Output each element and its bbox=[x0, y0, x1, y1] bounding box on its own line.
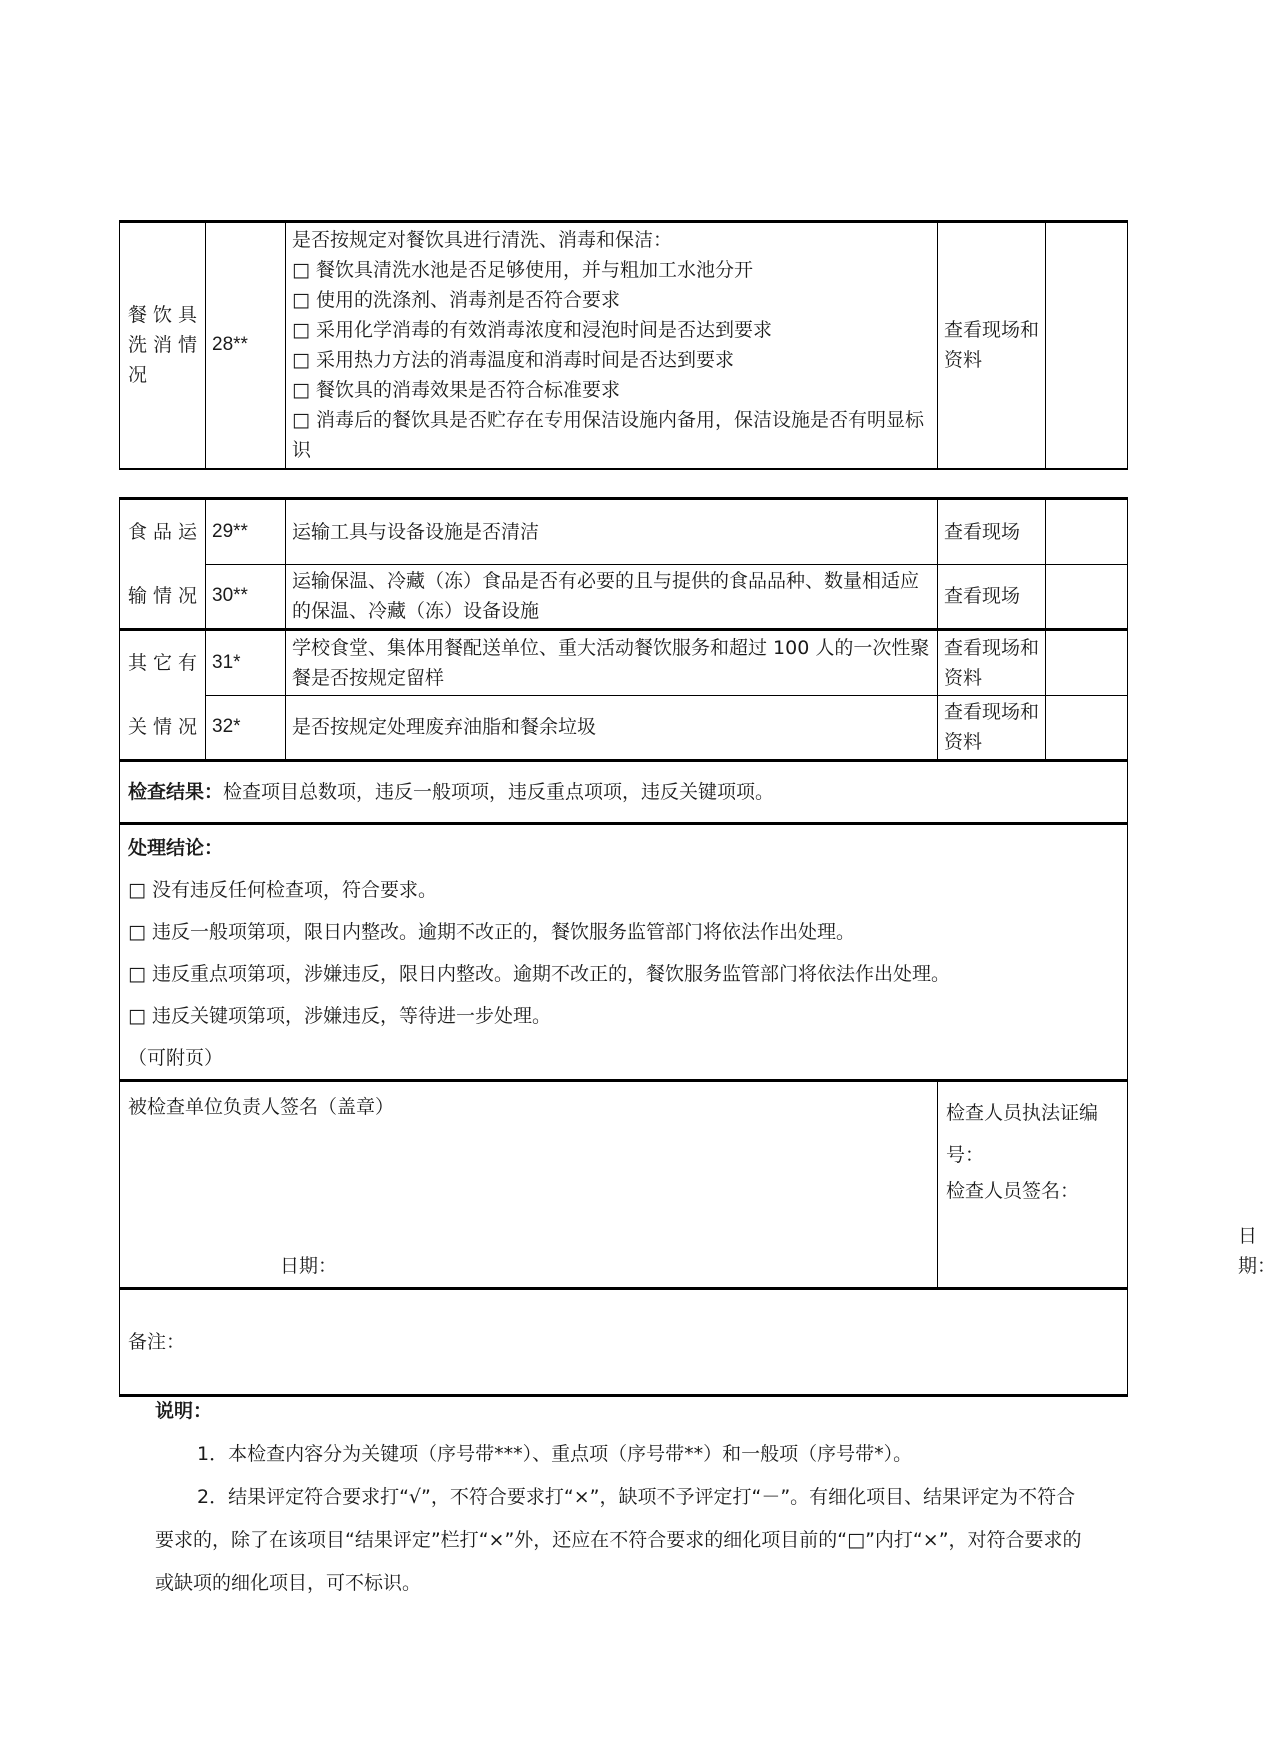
result-cell[interactable] bbox=[1046, 630, 1128, 696]
category-line: 洗消情 bbox=[128, 334, 197, 357]
checklist-item: □ 采用热力方法的消毒温度和消毒时间是否达到要求 bbox=[292, 349, 734, 372]
content-title: 是否按规定对餐饮具进行清洗、消毒和保洁： bbox=[292, 229, 673, 252]
remarks-label: 备注： bbox=[128, 1331, 186, 1353]
notes-line-2: 2．结果评定符合要求打“√”，不符合要求打“×”，缺项不予评定打“－”。有细化项目、结果评定为不符合要求的，除了在该项目“结果评定”栏打“×”外，还应在不符合要求的细化项目前的“□”内打“×”，对符合要求的或缺项的细化项目，可不标识。 bbox=[155, 1486, 1082, 1594]
category-other bbox=[120, 630, 206, 761]
inspection-table-main bbox=[119, 497, 1276, 1397]
item-number: 30** bbox=[206, 564, 286, 630]
item-content: 运输保温、冷藏（冻）食品是否有必要的且与提供的食品品种、数量相适应的保温、冷藏（冻）设备设施 bbox=[286, 564, 938, 630]
category-line: 其它有 bbox=[128, 652, 197, 674]
signature-right-date: 日期： bbox=[1238, 1225, 1276, 1277]
inspection-method: 查看现场 bbox=[938, 499, 1046, 565]
checklist-item: □ 餐饮具的消毒效果是否符合标准要求 bbox=[292, 379, 620, 402]
conclusion-option[interactable]: □ 违反一般项第项，限日内整改。逾期不改正的，餐饮服务监管部门将依法作出处理。 bbox=[128, 921, 855, 943]
item-number: 29** bbox=[206, 499, 286, 565]
result-cell[interactable] bbox=[1046, 222, 1128, 469]
category-tableware bbox=[120, 222, 206, 469]
item-number: 31* bbox=[206, 630, 286, 696]
conclusion-option[interactable]: □ 没有违反任何检查项，符合要求。 bbox=[128, 879, 437, 901]
inspection-method: 查看现场和资料 bbox=[938, 630, 1046, 696]
handling-conclusion bbox=[120, 824, 1128, 1081]
conclusion-option[interactable]: □ 违反重点项第项，涉嫌违反，限日内整改。逾期不改正的，餐饮服务监管部门将依法作出处理。 bbox=[128, 963, 950, 985]
notes bbox=[155, 1390, 1090, 1605]
result-cell[interactable] bbox=[1046, 695, 1128, 761]
signature-left-label: 被检查单位负责人签名（盖章） bbox=[128, 1096, 395, 1118]
attach-note: （可附页） bbox=[128, 1047, 224, 1069]
result-text: 检查项目总数项，违反一般项项，违反重点项项，违反关键项项。 bbox=[223, 781, 775, 803]
item-number: 28** bbox=[206, 222, 286, 469]
category-transport bbox=[120, 499, 206, 630]
checklist-item: □ 餐饮具清洗水池是否足够使用，并与粗加工水池分开 bbox=[292, 259, 753, 282]
inspection-result bbox=[120, 761, 1128, 824]
checklist-item: □ 采用化学消毒的有效消毒浓度和浸泡时间是否达到要求 bbox=[292, 319, 772, 342]
remarks[interactable] bbox=[120, 1289, 1128, 1396]
result-cell[interactable] bbox=[1046, 564, 1128, 630]
item-number: 32* bbox=[206, 695, 286, 761]
inspection-method: 查看现场和资料 bbox=[938, 695, 1046, 761]
category-line: 况 bbox=[128, 364, 148, 387]
item-content: 是否按规定处理废弃油脂和餐余垃圾 bbox=[286, 695, 938, 761]
checklist-item: □ 使用的洗涤剂、消毒剂是否符合要求 bbox=[292, 289, 620, 312]
category-line: 关情况 bbox=[128, 716, 197, 738]
category-line: 输情况 bbox=[128, 585, 197, 607]
result-label: 检查结果： bbox=[128, 781, 224, 803]
inspection-method: 查看现场和资料 bbox=[938, 222, 1046, 469]
item-content bbox=[286, 222, 938, 469]
checklist-item: □ 消毒后的餐饮具是否贮存在专用保洁设施内备用，保洁设施是否有明显标识 bbox=[292, 409, 924, 462]
result-cell[interactable] bbox=[1046, 499, 1128, 565]
item-content: 运输工具与设备设施是否清洁 bbox=[286, 499, 938, 565]
item-content: 学校食堂、集体用餐配送单位、重大活动餐饮服务和超过 100 人的一次性聚餐是否按规定留样 bbox=[286, 630, 938, 696]
signature-right[interactable] bbox=[938, 1081, 1276, 1289]
category-line: 餐饮具 bbox=[128, 304, 197, 327]
conclusion-option[interactable]: □ 违反关键项第项，涉嫌违反，等待进一步处理。 bbox=[128, 1005, 551, 1027]
inspector-sign-label: 检查人员签名： bbox=[946, 1180, 1080, 1202]
category-line: 食品运 bbox=[128, 521, 197, 543]
cert-number-label: 检查人员执法证编号： bbox=[946, 1102, 1099, 1166]
notes-title: 说明： bbox=[155, 1400, 213, 1422]
inspection-table-tableware bbox=[119, 220, 1128, 470]
signature-left[interactable] bbox=[120, 1081, 938, 1289]
signature-left-date: 日期： bbox=[280, 1255, 338, 1277]
notes-line-1: 1．本检查内容分为关键项（序号带***）、重点项（序号带**）和一般项（序号带*）。 bbox=[197, 1443, 913, 1465]
inspection-method: 查看现场 bbox=[938, 564, 1046, 630]
conclusion-label: 处理结论： bbox=[128, 837, 224, 859]
